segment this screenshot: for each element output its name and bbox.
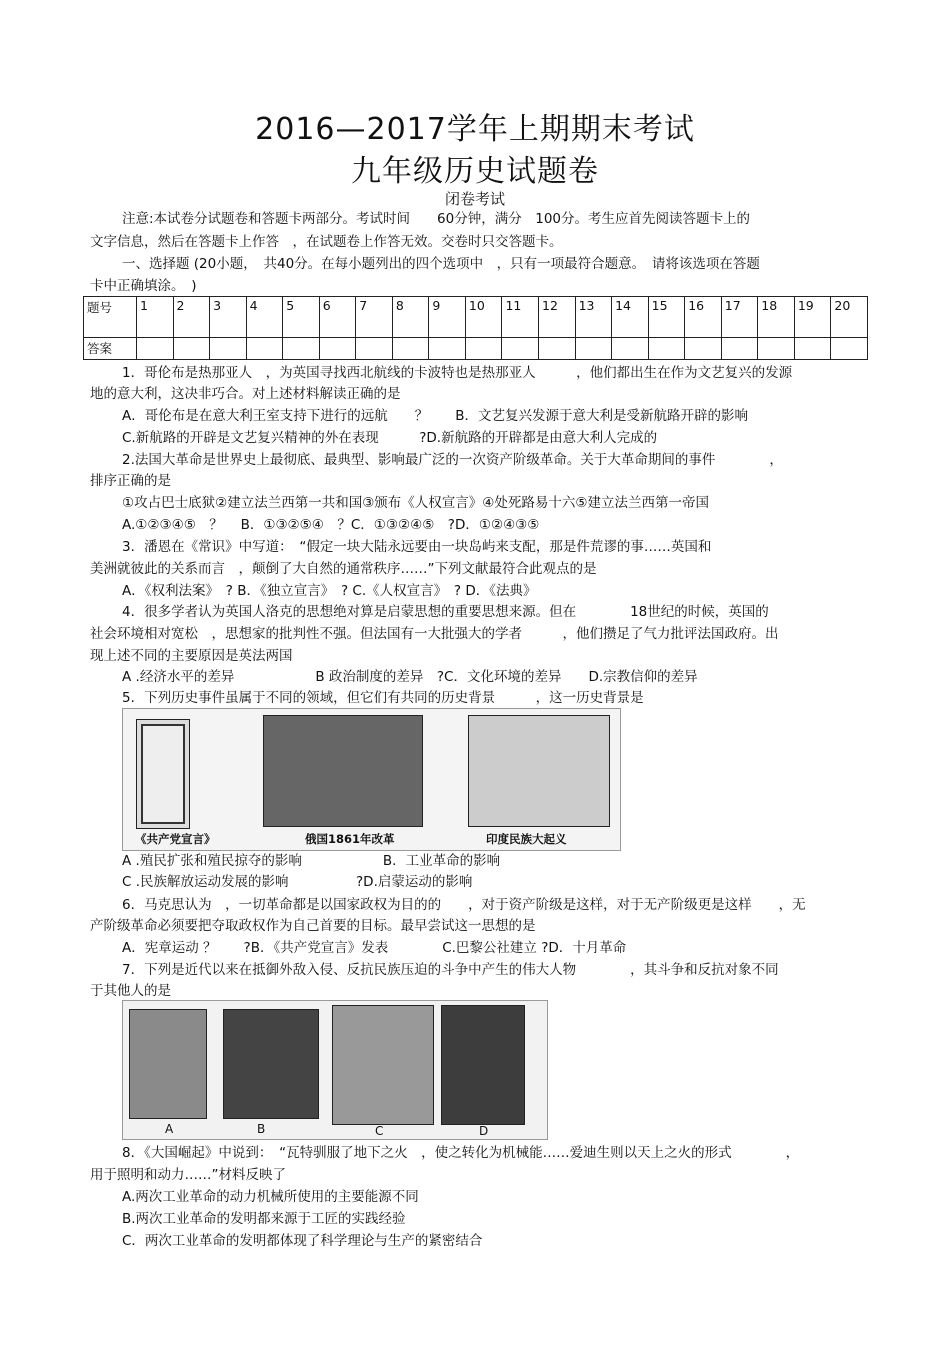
answer-table xyxy=(83,296,868,360)
number-cell: 15 xyxy=(648,297,685,338)
figure-caption: 《共产党宣言》 xyxy=(135,832,216,846)
question-stem: 3．潘恩在《常识》中写道： “假定一块大陆永远要由一块岛屿来支配，那是件荒谬的事……英国和 xyxy=(122,539,712,555)
answer-cell[interactable] xyxy=(758,338,795,360)
answer-cell[interactable] xyxy=(356,338,393,360)
q7-figure xyxy=(122,1000,548,1140)
question-option: C.新航路的开辟是文艺复兴精神的外在表现 ?D.新航路的开辟都是由意大利人完成的 xyxy=(122,430,658,446)
portrait-b xyxy=(223,1009,319,1119)
answer-cell[interactable] xyxy=(575,338,612,360)
number-cell: 12 xyxy=(539,297,576,338)
answer-cell[interactable] xyxy=(210,338,247,360)
exam-subtitle: 九年级历史试题卷 xyxy=(351,154,599,189)
figure-label: D xyxy=(479,1124,489,1138)
question-number-row xyxy=(84,297,868,338)
answer-cell[interactable] xyxy=(502,338,539,360)
question-stem: 6．马克思认为 ，一切革命都是以国家政权为目的的 ，对于资产阶级是这样，对于无产阶级更是这样 ，无 xyxy=(122,897,806,913)
notice-line: 注意:本试卷分试题卷和答题卡两部分。考试时间 60分钟，满分 100分。考生应首先阅读答题卡上的 xyxy=(122,211,750,227)
number-cell: 16 xyxy=(685,297,722,338)
question-option: A.两次工业革命的动力机械所使用的主要能源不同 xyxy=(122,1189,419,1205)
number-cell: 6 xyxy=(319,297,356,338)
question-option: A．宪章运动 ？ ?B．《共产党宣言》发表 C.巴黎公社建立 ?D．十月革命 xyxy=(122,940,627,956)
answer-cell[interactable] xyxy=(392,338,429,360)
number-cell: 17 xyxy=(721,297,758,338)
row-header: 答案 xyxy=(84,338,137,360)
number-cell: 5 xyxy=(283,297,320,338)
figure-label: B xyxy=(257,1122,266,1136)
figure-caption: 印度民族大起义 xyxy=(486,832,567,846)
question-stem: 7．下列是近代以来在抵御外敌入侵、反抗民族压迫的斗争中产生的伟大人物 ，其斗争和反抗对象不同 xyxy=(122,962,779,978)
number-cell: 1 xyxy=(137,297,174,338)
exam-type: 闭卷考试 xyxy=(444,190,505,208)
number-cell: 11 xyxy=(502,297,539,338)
portrait-a xyxy=(129,1009,207,1119)
question-option: B.两次工业革命的发明都来源于工匠的实践经验 xyxy=(122,1211,406,1227)
number-cell: 7 xyxy=(356,297,393,338)
question-stem: 1．哥伦布是热那亚人 ，为英国寻找西北航线的卡波特也是热那亚人 ，他们都出生在作为文艺复兴的发源 xyxy=(122,365,793,381)
question-stem: 5．下列历史事件虽属于不同的领域，但它们有共同的历史背景 ，这一历史背景是 xyxy=(122,690,644,706)
figure-label: C xyxy=(375,1124,384,1138)
question-stem: 2.法国大革命是世界史上最彻底、最典型、影响最广泛的一次资产阶级革命。关于大革命期间的事件 ， xyxy=(122,452,783,468)
india-uprising-image xyxy=(468,715,610,827)
answer-cell[interactable] xyxy=(685,338,722,360)
answer-cell[interactable] xyxy=(319,338,356,360)
question-stem: 产阶级革命必须要把夺取政权作为自己首要的目标。最早尝试这一思想的是 xyxy=(90,918,536,934)
answer-cell[interactable] xyxy=(246,338,283,360)
answer-cell[interactable] xyxy=(831,338,868,360)
question-stem: 4．很多学者认为英国人洛克的思想绝对算是启蒙思想的重要思想来源。但在 18世纪的时候，英国的 xyxy=(122,604,769,620)
row-header: 题号 xyxy=(84,297,137,338)
number-cell: 2 xyxy=(173,297,210,338)
question-option: C .民族解放运动发展的影响 ?D.启蒙运动的影响 xyxy=(122,874,473,890)
question-stem: 美洲就彼此的关系而言 ，颠倒了大自然的通常秩序……”下列文献最符合此观点的是 xyxy=(90,561,597,577)
question-stem: 8．《大国崛起》中说到： “瓦特驯服了地下之火 ，使之转化为机械能……爱迪生则以天上之火的形式 ， xyxy=(122,1145,800,1161)
notice-line: 文字信息，然后在答题卡上作答 ，在试题卷上作答无效。交卷时只交答题卡。 xyxy=(90,234,563,250)
question-stem: 地的意大利，这决非巧合。对上述材料解读正确的是 xyxy=(90,386,401,402)
question-option: A .殖民扩张和殖民掠夺的影响 B．工业革命的影响 xyxy=(122,853,501,869)
question-option: A．哥伦布是在意大利王室支持下进行的远航 ？ B．文艺复兴发源于意大利是受新航路开辟的影响 xyxy=(122,408,748,424)
number-cell: 8 xyxy=(392,297,429,338)
number-cell: 9 xyxy=(429,297,466,338)
number-cell: 19 xyxy=(794,297,831,338)
answer-cell[interactable] xyxy=(539,338,576,360)
question-stem: 于其他人的是 xyxy=(90,983,171,999)
exam-title: 2016—2017学年上期期末考试 xyxy=(255,112,695,147)
answer-cell[interactable] xyxy=(612,338,649,360)
q5-figure xyxy=(122,708,621,851)
number-cell: 10 xyxy=(465,297,502,338)
answer-cell[interactable] xyxy=(721,338,758,360)
number-cell: 3 xyxy=(210,297,247,338)
answer-cell[interactable] xyxy=(794,338,831,360)
number-cell: 18 xyxy=(758,297,795,338)
question-stem: 社会环境相对宽松 ，思想家的批判性不强。但法国有一大批强大的学者 ，他们攒足了气力批评法国政府。出 xyxy=(90,626,779,642)
number-cell: 13 xyxy=(575,297,612,338)
question-stem: 用于照明和动力……”材料反映了 xyxy=(90,1167,286,1183)
question-option: A．《权利法案》 ? B．《独立宣言》 ? C.《人权宣言》 ? D．《法典》 xyxy=(122,583,537,599)
answer-cell[interactable] xyxy=(429,338,466,360)
portrait-c xyxy=(332,1005,434,1125)
section-heading: 卡中正确填涂。 ) xyxy=(90,278,197,294)
number-cell: 14 xyxy=(612,297,649,338)
question-stem: ①攻占巴士底狱②建立法兰西第一共和国③颁布《人权宣言》④处死路易十六⑤建立法兰西第一帝国 xyxy=(122,495,710,511)
figure-label: A xyxy=(165,1122,174,1136)
manifesto-image xyxy=(136,719,190,829)
answer-row xyxy=(84,338,868,360)
number-cell: 20 xyxy=(831,297,868,338)
question-option: A.①②③④⑤ ？ B．①③②⑤④ ？C．①③②④⑤ ?D．①②④③⑤ xyxy=(122,517,540,533)
question-option: A .经济水平的差异 B 政治制度的差异 ?C．文化环境的差异 D.宗教信仰的差异 xyxy=(122,669,698,685)
russia-reform-image xyxy=(263,715,423,827)
number-cell: 4 xyxy=(246,297,283,338)
answer-cell[interactable] xyxy=(137,338,174,360)
question-option: C．两次工业革命的发明都体现了科学理论与生产的紧密结合 xyxy=(122,1233,483,1249)
answer-cell[interactable] xyxy=(465,338,502,360)
question-stem: 排序正确的是 xyxy=(90,473,171,489)
answer-cell[interactable] xyxy=(173,338,210,360)
answer-cell[interactable] xyxy=(283,338,320,360)
portrait-d xyxy=(441,1005,525,1125)
question-stem: 现上述不同的主要原因是英法两国 xyxy=(90,648,293,664)
section-heading: 一、选择题 (20小题， 共40分。在每小题列出的四个选项中 ，只有一项最符合题意。 请将该选项在答题 xyxy=(122,256,760,272)
figure-caption: 俄国1861年改革 xyxy=(305,832,395,846)
answer-cell[interactable] xyxy=(648,338,685,360)
